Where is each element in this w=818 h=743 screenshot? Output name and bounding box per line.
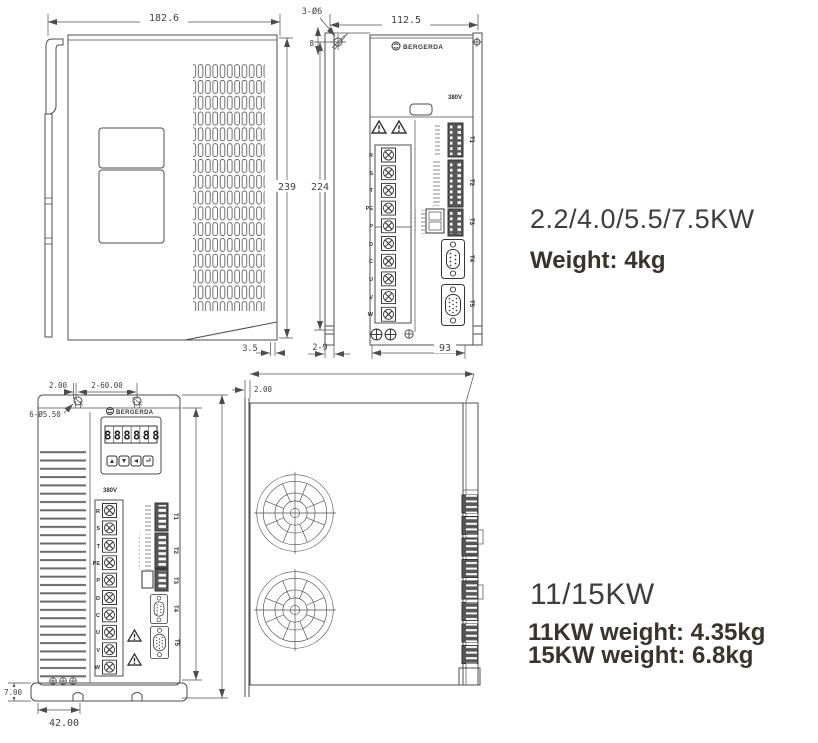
mounting-notch (132, 693, 142, 701)
warning-icon (372, 121, 386, 133)
dim-slot-spacing-60 (78, 380, 137, 399)
pin-labels (142, 504, 151, 531)
dim-label-mount: 93 (438, 343, 452, 354)
dim-label-height: 239 (277, 182, 297, 193)
connector-label: T4 (172, 605, 178, 613)
terminal-label: C (96, 613, 100, 619)
dsub-connector-t4 (442, 240, 465, 279)
connector-label: T3 (172, 577, 178, 585)
terminal-label: T (96, 544, 100, 550)
dsub-connector-t5 (150, 626, 168, 658)
terminal-label: W (367, 312, 373, 318)
dim-label-spacing: 2-60.00 (91, 381, 123, 390)
foot-block (459, 668, 480, 685)
terminal-label: R (96, 509, 100, 515)
pin-labels (435, 124, 445, 156)
bottom-flange (31, 683, 187, 701)
connector-label: T4 (468, 255, 474, 263)
terminal-label: PE (92, 561, 100, 567)
spec-large-title: 11/15KW (530, 578, 655, 611)
terminal-label: C (369, 259, 373, 265)
pin-labels (139, 534, 151, 570)
dim-label-slots: 2-9 (312, 343, 328, 353)
side-label-window-upper (99, 128, 164, 168)
terminal-label: W (94, 665, 100, 671)
spec-large-weight-15: 15KW weight: 6.8kg (528, 642, 754, 669)
voltage-label: 380V (102, 488, 118, 494)
dim-height-239 (275, 38, 300, 338)
relay-block (142, 571, 153, 588)
din-rail-hook (46, 39, 63, 114)
connector-label: T2 (468, 179, 474, 187)
connector-tab (478, 585, 483, 599)
ground-screw (405, 330, 413, 338)
keypad-buttons (107, 456, 153, 466)
dim-edge-2 (49, 381, 76, 399)
dim-label-panel: 2.00 (254, 385, 273, 394)
terminal-label: D (369, 242, 373, 248)
spec-large-weight-11: 11KW weight: 4.35kg (528, 619, 766, 646)
dim-label-width: 112.5 (390, 15, 422, 26)
dim-flange-7 (2, 683, 31, 701)
side-view-large-drive (232, 374, 483, 697)
spec-small-weight: Weight: 4kg (530, 247, 666, 274)
ground-screw (385, 329, 396, 340)
side-front-strip (45, 114, 52, 337)
dim-label-spacing: 224 (310, 182, 330, 193)
keyhole-slots (74, 397, 143, 408)
heatsink-fins (40, 448, 86, 683)
dim-width-182 (48, 12, 280, 36)
front-view-small-drive (302, 6, 482, 359)
connector-tab (478, 530, 483, 544)
keypad-display-unit (101, 417, 162, 474)
terminal-label: V (369, 295, 373, 301)
spec-small-drive (530, 204, 755, 274)
io-connectors (415, 123, 474, 326)
terminal-label: S (96, 526, 100, 532)
brand-logo (107, 408, 154, 417)
connector-label: T1 (468, 136, 474, 144)
side-view-small-drive (45, 12, 300, 356)
terminal-label: U (369, 277, 373, 283)
display-digits: 888888 (104, 428, 162, 443)
warning-icon (128, 630, 141, 641)
dim-holes-550 (29, 404, 73, 419)
power-terminal-block (93, 500, 123, 676)
terminal-label: R (369, 153, 373, 159)
dim-label-hole-offset: 8 (309, 39, 314, 48)
side-body-large (250, 403, 463, 685)
connector-label: T1 (172, 513, 178, 521)
brand-name: BERGERDA (116, 410, 154, 416)
front-view-large-drive (2, 380, 228, 729)
vent-grid (193, 63, 265, 311)
dim-foot-42 (38, 703, 80, 729)
connector-label: T3 (468, 218, 474, 226)
connector-label: T5 (173, 639, 179, 647)
terminal-label: S (369, 171, 373, 177)
dsub-connector-t5 (442, 285, 465, 326)
dim-label-foot: 42.00 (48, 718, 80, 729)
connector-label: T2 (172, 547, 178, 555)
dsub-connector-t4 (150, 594, 167, 623)
dim-label-gap: 3.5 (242, 344, 258, 354)
dim-hole-spacing-224 (307, 42, 334, 330)
terminal-label: T (369, 188, 373, 194)
mounting-notch (73, 693, 83, 701)
dim-width-1125 (330, 14, 478, 30)
terminal-label: D (96, 596, 100, 602)
front-face-panel (245, 398, 249, 697)
side-label-window-lower (99, 170, 164, 243)
terminal-label: V (96, 648, 100, 654)
rear-terminal-strip (459, 403, 483, 685)
cooling-fan (254, 569, 336, 651)
brand-logo (392, 42, 443, 51)
terminal-label: P (96, 578, 100, 584)
dim-label-flange: 7.00 (3, 688, 23, 697)
dim-slots-2-9 (308, 334, 350, 358)
io-connectors (139, 503, 179, 659)
brand-logo-icon (107, 408, 114, 415)
dim-label-width: 182.6 (148, 13, 180, 24)
terminal-label: U (96, 630, 100, 636)
dim-label-holes: 6-Ø5.50 (29, 410, 61, 419)
terminal-label: P (369, 224, 373, 230)
dim-label-edge: 2.00 (48, 381, 68, 390)
terminal-label: PE (365, 206, 373, 212)
ground-screw (371, 329, 382, 340)
spec-large-drive (528, 578, 765, 669)
warning-icon (392, 121, 406, 133)
dim-right-vertical (182, 395, 228, 698)
dim-bottom-gap (242, 342, 285, 356)
power-terminal-block (366, 145, 411, 323)
bottom-wedge (185, 322, 277, 340)
voltage-label: 380V (447, 95, 463, 101)
dim-panel-2 (232, 374, 474, 402)
dim-label-holes: 3-Ø6 (301, 7, 323, 17)
pin-labels (415, 210, 425, 234)
brand-logo-icon (392, 42, 400, 50)
dim-holes-3d6 (302, 6, 335, 55)
spec-small-title: 2.2/4.0/5.5/7.5KW (530, 204, 755, 234)
connector-label: T5 (468, 300, 474, 308)
pin-labels (432, 160, 445, 206)
brand-name: BERGERDA (403, 44, 444, 51)
cooling-fan (254, 472, 336, 554)
handle (410, 104, 432, 115)
warning-icon (128, 654, 141, 665)
